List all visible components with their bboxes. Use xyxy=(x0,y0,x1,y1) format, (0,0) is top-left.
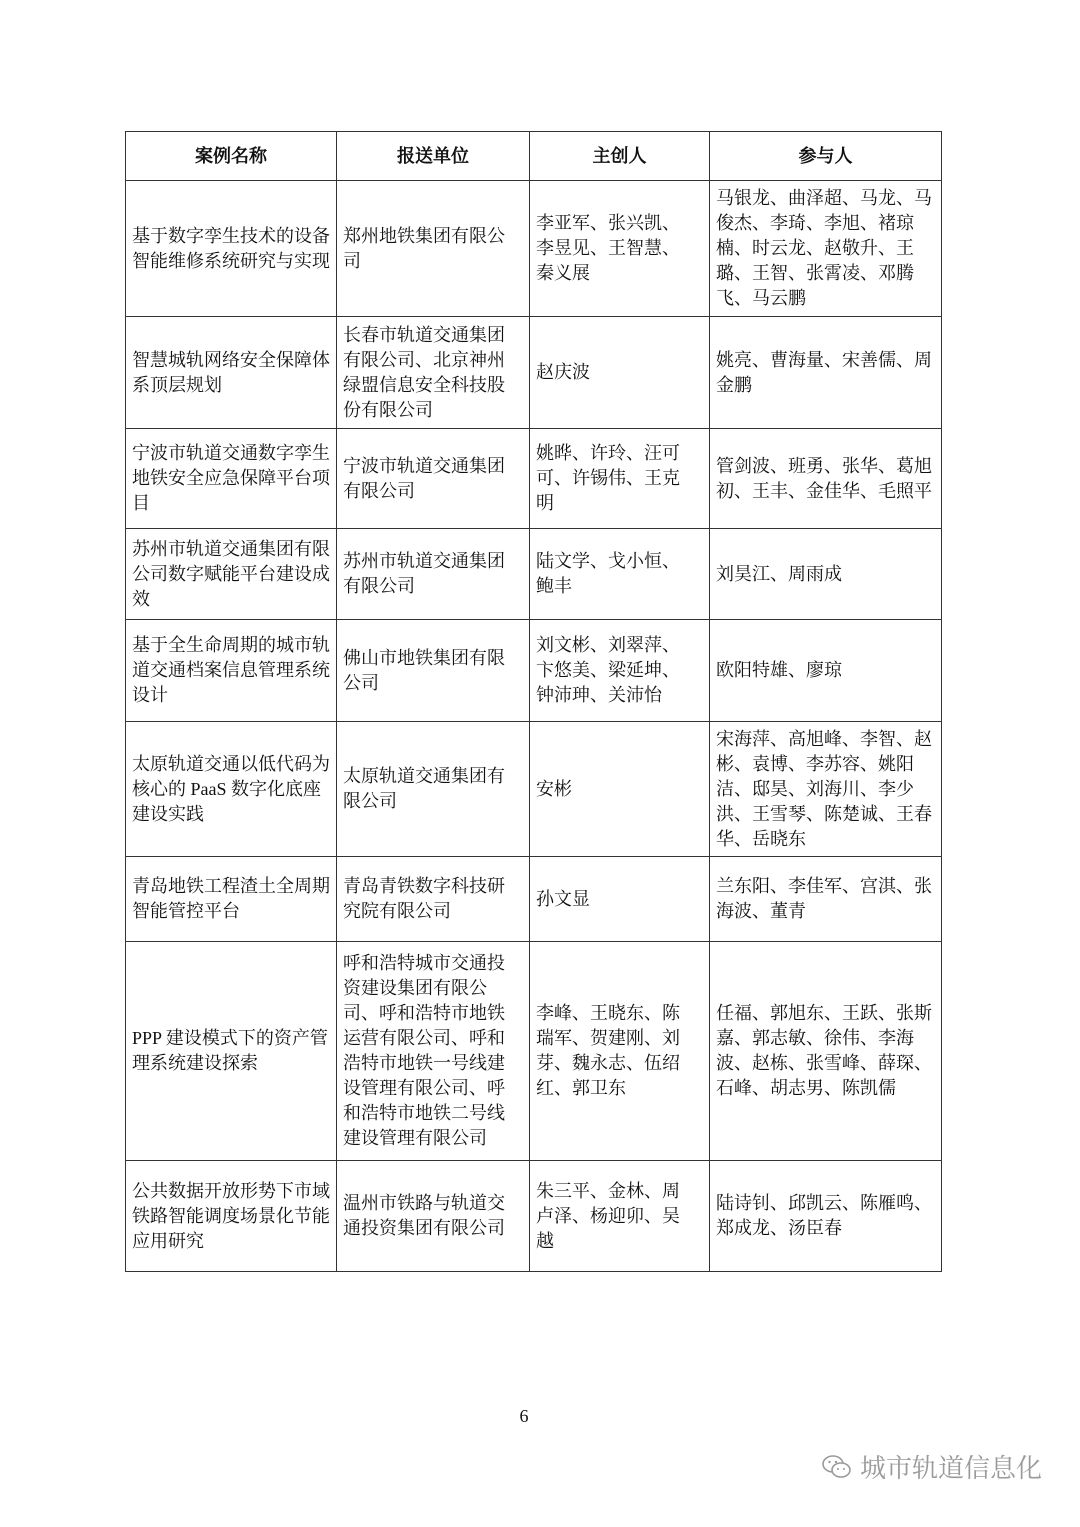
table-row xyxy=(126,317,942,429)
lead-cell: 刘文彬、刘翠萍、卞悠美、梁延坤、钟沛珅、关沛怡 xyxy=(530,620,710,722)
unit-cell: 宁波市轨道交通集团有限公司 xyxy=(337,429,530,529)
participants-cell: 姚亮、曹海量、宋善儒、周金鹏 xyxy=(710,317,942,429)
lead-cell: 孙文显 xyxy=(530,857,710,942)
wechat-icon xyxy=(822,1454,852,1480)
participants-cell: 管剑波、班勇、张华、葛旭初、王丰、金佳华、毛照平 xyxy=(710,429,942,529)
unit-cell: 呼和浩特城市交通投资建设集团有限公司、呼和浩特市地铁运营有限公司、呼和浩特市地铁一号线建设管理有限公司、呼和浩特市地铁二号线建设管理有限公司 xyxy=(337,942,530,1161)
unit-cell: 长春市轨道交通集团有限公司、北京神州绿盟信息安全科技股份有限公司 xyxy=(337,317,530,429)
lead-cell: 赵庆波 xyxy=(530,317,710,429)
participants-cell: 兰东阳、李佳军、宫淇、张海波、董青 xyxy=(710,857,942,942)
lead-cell: 安彬 xyxy=(530,722,710,857)
unit-cell: 太原轨道交通集团有限公司 xyxy=(337,722,530,857)
participants-cell: 陆诗钊、邱凯云、陈雁鸣、郑成龙、汤臣春 xyxy=(710,1161,942,1272)
case-name-cell: 宁波市轨道交通数字孪生地铁安全应急保障平台项目 xyxy=(126,429,337,529)
header-case-name: 案例名称 xyxy=(126,132,337,181)
unit-cell: 苏州市轨道交通集团有限公司 xyxy=(337,529,530,620)
case-name-cell: 智慧城轨网络安全保障体系顶层规划 xyxy=(126,317,337,429)
lead-cell: 李亚军、张兴凯、李昱见、王智慧、秦义展 xyxy=(530,181,710,317)
participants-cell: 马银龙、曲泽超、马龙、马俊杰、李琦、李旭、褚琼楠、时云龙、赵敬升、王璐、王智、张霄凌、邓腾飞、马云鹏 xyxy=(710,181,942,317)
page-number: 6 xyxy=(519,1406,529,1426)
table-row xyxy=(126,620,942,722)
participants-cell: 刘昊江、周雨成 xyxy=(710,529,942,620)
table-row xyxy=(126,942,942,1161)
unit-cell: 郑州地铁集团有限公司 xyxy=(337,181,530,317)
participants-cell: 任福、郭旭东、王跃、张斯嘉、郭志敏、徐伟、李海波、赵栋、张雪峰、薛琛、石峰、胡志男、陈凯儒 xyxy=(710,942,942,1161)
table-header-row xyxy=(126,132,942,181)
unit-cell: 佛山市地铁集团有限公司 xyxy=(337,620,530,722)
table-row xyxy=(126,181,942,317)
participants-cell: 欧阳特雄、廖琼 xyxy=(710,620,942,722)
case-name-cell: 基于数字孪生技术的设备智能维修系统研究与实现 xyxy=(126,181,337,317)
header-lead: 主创人 xyxy=(530,132,710,181)
header-unit: 报送单位 xyxy=(337,132,530,181)
header-participants: 参与人 xyxy=(710,132,942,181)
lead-cell: 陆文学、戈小恒、鲍丰 xyxy=(530,529,710,620)
unit-cell: 温州市铁路与轨道交通投资集团有限公司 xyxy=(337,1161,530,1272)
table-row xyxy=(126,429,942,529)
lead-cell: 李峰、王晓东、陈瑞军、贺建刚、刘芽、魏永志、伍绍红、郭卫东 xyxy=(530,942,710,1161)
case-name-cell: 基于全生命周期的城市轨道交通档案信息管理系统设计 xyxy=(126,620,337,722)
table-row xyxy=(126,1161,942,1272)
watermark-text: 城市轨道信息化 xyxy=(860,1454,1043,1484)
case-name-cell: PPP 建设模式下的资产管理系统建设探索 xyxy=(126,942,337,1161)
case-name-cell: 青岛地铁工程渣土全周期智能管控平台 xyxy=(126,857,337,942)
participants-cell: 宋海萍、高旭峰、李智、赵彬、袁博、李苏容、姚阳洁、邸昊、刘海川、李少洪、王雪琴、陈楚诚、王春华、岳晓东 xyxy=(710,722,942,857)
table-row xyxy=(126,857,942,942)
case-name-cell: 公共数据开放形势下市域铁路智能调度场景化节能应用研究 xyxy=(126,1161,337,1272)
watermark xyxy=(822,1448,1042,1485)
unit-cell: 青岛青铁数字科技研究院有限公司 xyxy=(337,857,530,942)
case-name-cell: 苏州市轨道交通集团有限公司数字赋能平台建设成效 xyxy=(126,529,337,620)
table-row xyxy=(126,529,942,620)
table-row xyxy=(126,722,942,857)
lead-cell: 朱三平、金林、周卢泽、杨迎卯、吴越 xyxy=(530,1161,710,1272)
case-table xyxy=(125,131,942,1272)
lead-cell: 姚晔、许玲、汪可可、许锡伟、王克明 xyxy=(530,429,710,529)
case-name-cell: 太原轨道交通以低代码为核心的 PaaS 数字化底座建设实践 xyxy=(126,722,337,857)
